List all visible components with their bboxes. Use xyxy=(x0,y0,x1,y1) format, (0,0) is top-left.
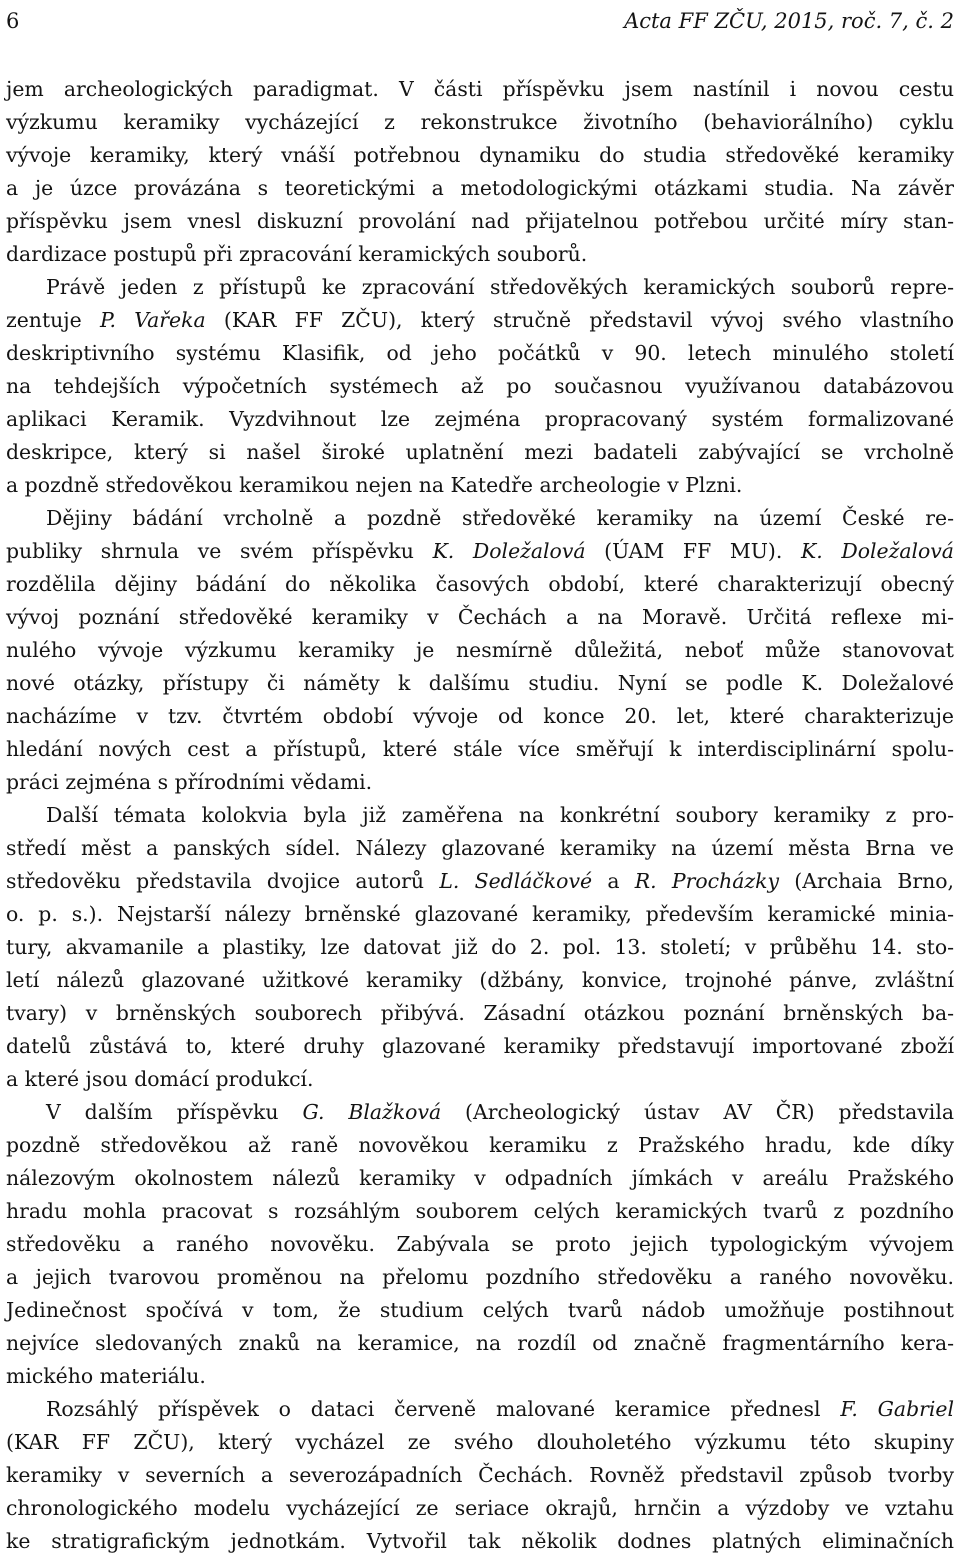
paragraph-p6 xyxy=(6,1393,954,1558)
text-line: a pozdně středověkou keramikou nejen na Katedře archeologie v Plzni. xyxy=(6,473,743,497)
text-line: aplikaci Keramik. Vyzdvihnout lze zejména propracovaný systém formalizované xyxy=(6,407,954,431)
author-name: K. Doležalová xyxy=(801,539,954,563)
text-line: Další témata kolokvia byla již zaměřena na konkrétní soubory keramiky z pro- xyxy=(46,803,954,827)
text-line: keramiky v severních a severozápadních Čechách. Rovněž představil způsob tvorby xyxy=(6,1463,954,1487)
text-line: deskriptivního systému Klasifik, od jeho počátků v 90. letech minulého století xyxy=(6,341,954,365)
running-header xyxy=(6,4,954,38)
text-line: nejvíce sledovaných znaků na keramice, na rozdíl od značně fragmentárního kera- xyxy=(6,1331,954,1355)
journal-running-head: Acta FF ZČU, 2015, roč. 7, č. 2 xyxy=(624,9,954,33)
text-line: a je úzce provázána s teoretickými a metodologickými otázkami studia. Na závěr xyxy=(6,176,954,200)
text-line: mického materiálu. xyxy=(6,1364,206,1388)
paragraph-p5 xyxy=(6,1096,954,1393)
text-line: vývoj poznání středověké keramiky v Čechách a na Moravě. Určitá reflexe mi- xyxy=(6,605,954,629)
text-line: dardizace postupů při zpracování keramických souborů. xyxy=(6,242,588,266)
author-name: R. Procházky xyxy=(634,869,779,893)
text-line: práci zejména s přírodními vědami. xyxy=(6,770,373,794)
text-line: Rozsáhlý příspěvek o dataci červeně malované keramice přednesl F. Gabriel xyxy=(46,1397,954,1421)
text-line: nové otázky, přístupy či náměty k dalšímu studiu. Nyní se podle K. Doležalové xyxy=(6,671,954,695)
author-name: P. Vařeka xyxy=(99,308,206,332)
author-name: K. Doležalová xyxy=(432,539,586,563)
text-line: nacházíme v tzv. čtvrtém období vývoje od konce 20. let, které charakterizuje xyxy=(6,704,954,728)
text-line: zentuje P. Vařeka (KAR FF ZČU), který stručně představil vývoj svého vlastního xyxy=(6,308,955,332)
text-line: středí měst a panských sídel. Nálezy glazované keramiky na území města Brna ve xyxy=(6,836,954,860)
text-line: vývoje keramiky, který vnáší potřebnou dynamiku do studia středověké keramiky xyxy=(6,143,954,167)
text-line: tury, akvamanile a plastiky, lze datovat již do 2. pol. 13. století; v průběhu 14. sto- xyxy=(6,935,954,959)
text-line: deskripce, který si našel široké uplatnění mezi badateli zabývající se vrcholně xyxy=(6,440,954,464)
text-line: Dějiny bádání vrcholně a pozdně středověké keramiky na území České re- xyxy=(46,506,954,530)
text-line: o. p. s.). Nejstarší nálezy brněnské glazované keramiky, především keramické minia- xyxy=(6,902,954,926)
text-line: (KAR FF ZČU), který vycházel ze svého dlouholetého výzkumu této skupiny xyxy=(6,1430,954,1454)
text-line: příspěvku jsem vnesl diskuzní provolání nad přijatelnou potřebou určité míry stan- xyxy=(6,209,954,233)
text-line: V dalším příspěvku G. Blažková (Archeologický ústav AV ČR) představila xyxy=(46,1100,954,1124)
text-line: na tehdejších výpočetních systémech až po současnou využívanou databázovou xyxy=(6,374,954,398)
text-line: hledání nových cest a přístupů, které stále více směřují k interdisciplinární spolu- xyxy=(6,737,954,761)
text-line: ke stratigrafickým jednotkám. Vytvořil tak několik dodnes platných eliminačních xyxy=(6,1529,954,1553)
text-line: pozdně středověkou až raně novověkou keramiku z Pražského hradu, kde díky xyxy=(6,1133,954,1157)
text-line: chronologického modelu vycházející ze seriace okrajů, hrnčin a výzdoby ve vztahu xyxy=(6,1496,954,1520)
paragraph-p4 xyxy=(6,799,954,1096)
author-name: L. Sedláčkové xyxy=(439,869,593,893)
text-line: letí nálezů glazované užitkové keramiky (džbány, konvice, trojnohé pánve, zvláštní xyxy=(6,968,954,992)
text-line: hradu mohla pracovat s rozsáhlým souborem celých keramických tvarů z pozdního xyxy=(6,1199,954,1223)
text-line: středověku a raného novověku. Zabývala se proto jejich typologickým vývojem xyxy=(6,1232,954,1256)
text-line: publiky shrnula ve svém příspěvku K. Doležalová (ÚAM FF MU). K. Doležalová xyxy=(6,539,954,563)
article-body xyxy=(6,73,954,1558)
text-line: datelů zůstává to, které druhy glazované keramiky představují importované zboží xyxy=(6,1034,954,1058)
page-number: 6 xyxy=(6,9,20,33)
paragraph-p3 xyxy=(6,502,954,799)
text-line: středověku představila dvojice autorů L. Sedláčkové a R. Procházky (Archaia Brno, xyxy=(6,869,955,893)
paragraph-p1 xyxy=(6,73,954,271)
text-line: nulého vývoje výzkumu keramiky je nesmírně důležitá, neboť může stanovovat xyxy=(6,638,954,662)
text-line: nálezovým okolnostem nálezů keramiky v odpadních jímkách v areálu Pražského xyxy=(6,1166,954,1190)
paragraph-p2 xyxy=(6,271,954,502)
text-line: Jedinečnost spočívá v tom, že studium celých tvarů nádob umožňuje postihnout xyxy=(6,1298,954,1322)
text-line: tvary) v brněnských souborech přibývá. Zásadní otázkou poznání brněnských ba- xyxy=(6,1001,954,1025)
text-line: rozdělila dějiny bádání do několika časových období, které charakterizují obecný xyxy=(6,572,954,596)
author-name: F. Gabriel xyxy=(840,1397,954,1421)
text-line: a jejich tvarovou proměnou na přelomu pozdního středověku a raného novověku. xyxy=(6,1265,954,1289)
text-line: Právě jeden z přístupů ke zpracování středověkých keramických souborů repre- xyxy=(46,275,954,299)
author-name: G. Blažková xyxy=(302,1100,442,1124)
text-line: a které jsou domácí produkcí. xyxy=(6,1067,314,1091)
text-line: výzkumu keramiky vycházející z rekonstrukce životního (behaviorálního) cyklu xyxy=(6,110,954,134)
text-line: jem archeologických paradigmat. V části příspěvku jsem nastínil i novou cestu xyxy=(6,77,954,101)
